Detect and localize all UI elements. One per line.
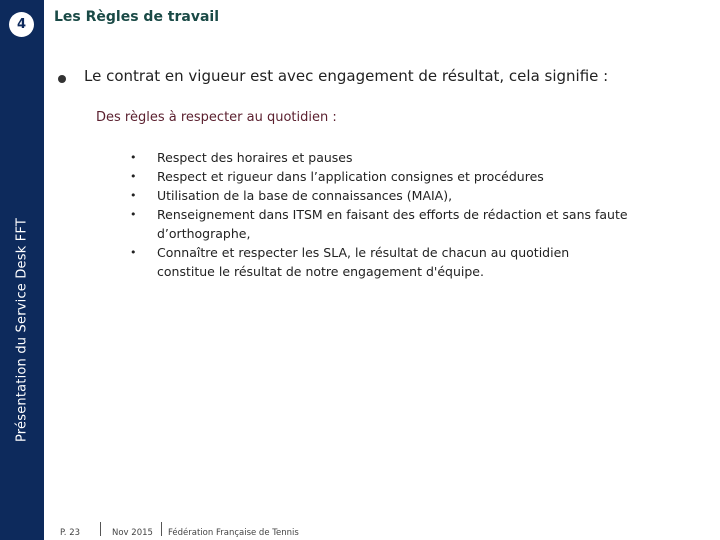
rule-text: Respect et rigueur dans l’application consignes et procédures <box>157 169 544 184</box>
footer-separator <box>100 522 101 536</box>
rule-text: Respect des horaires et pauses <box>157 150 353 165</box>
rule-text: Utilisation de la base de connaissances (MAIA), <box>157 188 453 203</box>
list-item <box>130 205 630 243</box>
footer-page: P. 23 <box>60 528 81 538</box>
list-item <box>130 167 630 186</box>
footer-separator <box>161 522 162 536</box>
list-item <box>130 243 630 281</box>
footer-org: Fédération Française de Tennis <box>168 528 299 538</box>
slide-number-badge: 4 <box>9 12 34 37</box>
sidebar-label: Présentation du Service Desk FFT <box>14 217 30 443</box>
bullet-icon: • <box>130 189 137 202</box>
slide-title: Les Règles de travail <box>54 9 220 25</box>
bullet-dot-icon <box>58 75 66 83</box>
bullet-icon: • <box>130 170 137 183</box>
sidebar <box>0 0 44 540</box>
bullet-icon: • <box>130 208 137 221</box>
footer-date: Nov 2015 <box>112 528 153 538</box>
rules-subtitle: Des règles à respecter au quotidien : <box>96 110 337 125</box>
list-item <box>130 186 630 205</box>
rule-text: Connaître et respecter les SLA, le résultat de chacun au quotidien constitue le résultat de notre engagement d'équipe. <box>157 245 570 279</box>
list-item <box>130 148 630 167</box>
bullet-icon: • <box>130 151 137 164</box>
intro-text: Le contrat en vigueur est avec engagement de résultat, cela signifie : <box>84 67 609 85</box>
rule-text: Renseignement dans ITSM en faisant des efforts de rédaction et sans faute d’orthographe, <box>157 207 628 241</box>
rules-list <box>130 148 630 281</box>
bullet-icon: • <box>130 246 137 259</box>
